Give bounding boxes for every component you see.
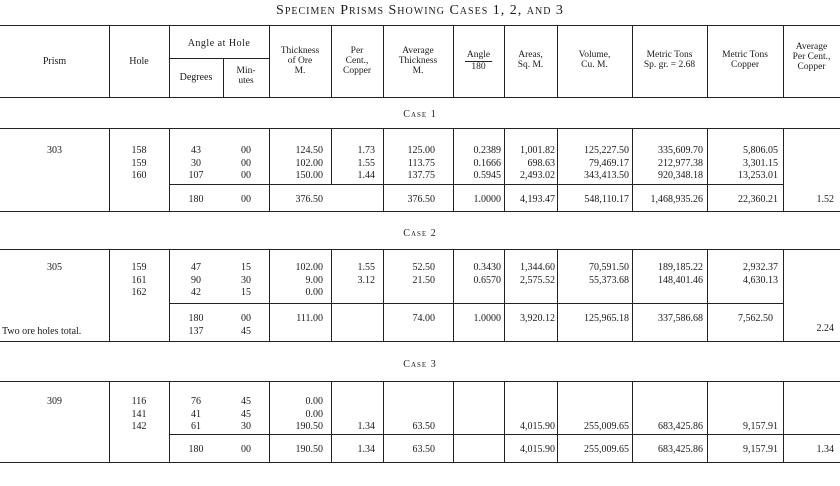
case2-copper-tons: 2,932.37 4,630.13 <box>743 262 778 286</box>
case1-degrees: 43 30 107 <box>188 145 204 181</box>
rule-case1-sum <box>169 184 783 185</box>
case1-total-tons: 1,468,935.26 <box>650 194 703 205</box>
case3-total-degrees: 180 <box>188 444 204 455</box>
case2-total-thickness: 111.00 <box>296 313 323 324</box>
case2-ore-degrees: 137 <box>188 326 204 337</box>
case1-holes: 158 159 160 <box>131 145 147 181</box>
rule-angle-sub <box>169 58 269 59</box>
header-thickness: Thickness of Ore M. <box>280 46 320 76</box>
case3-total-thickness: 190.50 <box>295 444 323 455</box>
case1-volume: 125,227.50 79,469.17 343,413.50 <box>584 145 629 181</box>
case1-total-avg: 376.50 <box>407 194 435 205</box>
case1-label: Case 1 <box>403 109 437 120</box>
case2-total-ratio: 1.0000 <box>473 313 501 324</box>
header-average-per-cent-copper: Average Per Cent., Copper <box>792 42 831 72</box>
rule-case1-bottom <box>0 211 840 212</box>
header-angle-denominator: 180 <box>465 61 492 72</box>
case2-degrees: 47 90 42 <box>191 262 201 298</box>
case1-total-thickness: 376.50 <box>295 194 323 205</box>
case1-thickness: 124.50 102.00 150.00 <box>295 145 323 181</box>
case2-angle-ratio: 0.3430 0.6570 <box>473 262 501 286</box>
case3-total-avg-pct: 1.34 <box>816 444 834 455</box>
case2-note: Two ore holes total. <box>2 326 82 337</box>
case3-volume: 255,009.65 <box>584 421 629 432</box>
rule-case1-top <box>0 128 840 129</box>
case3-total-avg: 63.50 <box>412 444 435 455</box>
case1-total-degrees: 180 <box>188 194 204 205</box>
case1-minutes: 00 00 00 <box>241 145 251 181</box>
case3-total-copper: 9,157.91 <box>743 444 778 455</box>
case3-total-area: 4,015.90 <box>520 444 555 455</box>
header-metric-tons: Metric Tons Sp. gr. = 2.68 <box>643 50 696 70</box>
case2-holes: 159 161 162 <box>131 262 147 298</box>
case3-copper-tons: 9,157.91 <box>743 421 778 432</box>
case1-total-volume: 548,110.17 <box>584 194 629 205</box>
header-metric-tons-copper: Metric Tons Copper <box>722 50 768 70</box>
case1-total-minutes: 00 <box>241 194 251 205</box>
header-areas: Areas, Sq. M. <box>517 50 544 70</box>
case2-total-avg: 74.00 <box>412 313 435 324</box>
rule-case2-top <box>0 249 840 250</box>
rule-case2-sum <box>169 303 783 304</box>
rule-case2-bottom <box>0 341 840 342</box>
case1-copper-tons: 5,806.05 3,301.15 13,253.01 <box>738 145 778 181</box>
case1-avg-thickness: 125.00 113.75 137.75 <box>407 145 435 181</box>
case2-avg-thickness: 52.50 21.50 <box>412 262 435 286</box>
case3-prism: 309 <box>47 396 62 407</box>
case1-per-cent: 1.73 1.55 1.44 <box>357 145 375 181</box>
case3-label: Case 3 <box>403 359 437 370</box>
header-angle-at-hole: Angle at Hole <box>187 38 251 49</box>
case2-total-volume: 125,965.18 <box>584 313 629 324</box>
header-volume: Volume, Cu. M. <box>578 50 611 70</box>
header-average-thickness: Average Thickness M. <box>398 46 438 76</box>
case2-total-area: 3,920.12 <box>520 313 555 324</box>
table-title: Specimen Prisms Showing Cases 1, 2, and 3 <box>276 3 564 18</box>
case2-metric-tons: 189,185.22 148,401.46 <box>658 262 703 286</box>
case2-areas: 1,344.60 2,575.52 <box>520 262 555 286</box>
case1-areas: 1,001.82 698.63 2,493.02 <box>520 145 555 181</box>
case2-volume: 70,591.50 55,373.68 <box>589 262 629 286</box>
case2-total-minutes: 00 <box>241 313 251 324</box>
case2-total-avg-pct: 2.24 <box>816 323 834 334</box>
case1-metric-tons: 335,609.70 212,977.38 920,348.18 <box>658 145 703 181</box>
case2-total-tons: 337,586.68 <box>658 313 703 324</box>
header-degrees: Degrees <box>179 72 213 83</box>
rule-header-bottom <box>0 97 840 98</box>
rule-top <box>0 25 840 26</box>
case2-per-cent: 1.55 3.12 <box>357 262 375 286</box>
case3-total-minutes: 00 <box>241 444 251 455</box>
case2-label: Case 2 <box>403 228 437 239</box>
case1-total-area: 4,193.47 <box>520 194 555 205</box>
case3-minutes: 45 45 30 <box>241 396 251 432</box>
header-angle-label: Angle <box>466 50 491 60</box>
case2-thickness: 102.00 9.00 0.00 <box>295 262 323 298</box>
case1-total-avg-pct: 1.52 <box>816 194 834 205</box>
header-minutes: Min- utes <box>236 66 256 86</box>
case3-total-tons: 683,425.86 <box>658 444 703 455</box>
case2-prism: 305 <box>47 262 62 273</box>
header-prism: Prism <box>42 56 67 67</box>
case3-degrees: 76 41 61 <box>191 396 201 432</box>
case3-avg-thickness: 63.50 <box>412 421 435 432</box>
case3-total-pct: 1.34 <box>357 444 375 455</box>
header-angle-180 <box>453 50 504 72</box>
case1-total-copper: 22,360.21 <box>738 194 778 205</box>
case3-holes: 116 141 142 <box>131 396 147 432</box>
case1-prism: 303 <box>47 145 62 156</box>
case2-minutes: 15 30 15 <box>241 262 251 298</box>
header-hole: Hole <box>129 56 149 67</box>
case2-total-copper: 7,562.50 <box>738 313 773 324</box>
header-per-cent-copper: Per Cent., Copper <box>343 46 371 76</box>
case3-thickness: 0.00 0.00 190.50 <box>295 396 323 432</box>
rule-case3-top <box>0 381 840 382</box>
case1-total-ratio: 1.0000 <box>473 194 501 205</box>
rule-case3-bottom <box>0 462 840 463</box>
case1-angle-ratio: 0.2389 0.1666 0.5945 <box>473 145 501 181</box>
case2-ore-minutes: 45 <box>241 326 251 337</box>
case3-area: 4,015.90 <box>520 421 555 432</box>
case3-per-cent: 1.34 <box>357 421 375 432</box>
case3-metric-tons: 683,425.86 <box>658 421 703 432</box>
case3-total-volume: 255,009.65 <box>584 444 629 455</box>
case2-total-degrees: 180 <box>188 313 204 324</box>
